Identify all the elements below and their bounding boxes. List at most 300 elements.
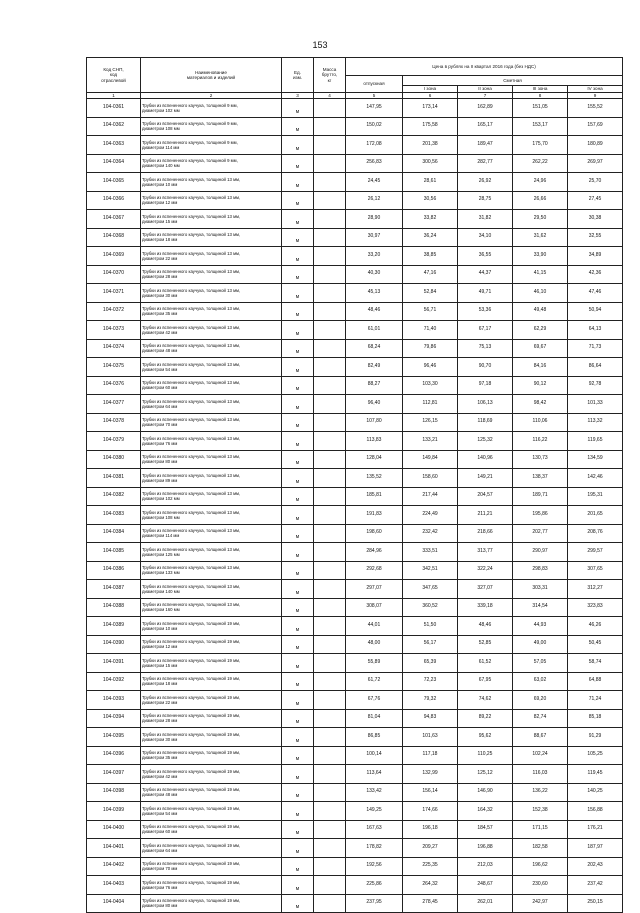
release-price: 292,68: [346, 561, 403, 580]
zone-1-price: 51,50: [403, 617, 458, 636]
zone-1-price: 56,71: [403, 302, 458, 321]
zone-2-price: 125,32: [458, 432, 513, 451]
zone-1-price: 232,42: [403, 524, 458, 543]
header-code: Код СНП, код отраслевой: [87, 58, 141, 93]
item-unit: м: [282, 302, 314, 321]
zone-4-price: 85,18: [568, 709, 623, 728]
item-mass: [314, 376, 346, 395]
item-name: Трубки из вспененного каучука, толщиной 13 мм, диаметром 18 мм: [141, 228, 282, 247]
item-code: 104-0373: [87, 321, 141, 340]
zone-2-price: 282,77: [458, 154, 513, 173]
zone-2-price: 53,36: [458, 302, 513, 321]
zone-1-price: 103,30: [403, 376, 458, 395]
zone-3-price: 62,29: [513, 321, 568, 340]
item-mass: [314, 839, 346, 858]
release-price: 40,30: [346, 265, 403, 284]
item-code: 104-0385: [87, 543, 141, 562]
release-price: 133,42: [346, 783, 403, 802]
zone-3-price: 153,17: [513, 117, 568, 136]
item-name: Трубки из вспененного каучука, толщиной 13 мм, диаметром 54 мм: [141, 358, 282, 377]
zone-2-price: 74,62: [458, 691, 513, 710]
zone-4-price: 312,27: [568, 580, 623, 599]
release-price: 178,82: [346, 839, 403, 858]
zone-2-price: 140,96: [458, 450, 513, 469]
release-price: 185,81: [346, 487, 403, 506]
table-row: [87, 691, 623, 710]
table-row: [87, 746, 623, 765]
item-name: Трубки из вспененного каучука, толщиной 9 мм, диаметром 108 мм: [141, 117, 282, 136]
item-unit: м: [282, 247, 314, 266]
item-mass: [314, 635, 346, 654]
zone-4-price: 46,26: [568, 617, 623, 636]
item-unit: м: [282, 820, 314, 839]
item-code: 104-0395: [87, 728, 141, 747]
zone-1-price: 52,84: [403, 284, 458, 303]
zone-1-price: 264,32: [403, 876, 458, 895]
header-zone-3: III зона: [513, 86, 568, 93]
header-price-group: Цена в рублях на II квартал 2016 года (без НДС): [346, 58, 623, 76]
zone-4-price: 156,88: [568, 802, 623, 821]
item-name: Трубки из вспененного каучука, толщиной 19 мм, диаметром 22 мм: [141, 691, 282, 710]
table-row: [87, 247, 623, 266]
item-name: Трубки из вспененного каучука, толщиной 13 мм, диаметром 89 мм: [141, 469, 282, 488]
table-row: [87, 487, 623, 506]
item-mass: [314, 598, 346, 617]
item-code: 104-0400: [87, 820, 141, 839]
table-row: [87, 284, 623, 303]
zone-1-price: 112,81: [403, 395, 458, 414]
zone-2-price: 44,37: [458, 265, 513, 284]
item-unit: м: [282, 469, 314, 488]
item-name: Трубки из вспененного каучука, толщиной 13 мм, диаметром 12 мм: [141, 191, 282, 210]
table-body: [87, 99, 623, 913]
zone-2-price: 162,89: [458, 99, 513, 118]
table-row: [87, 617, 623, 636]
column-number: 3: [282, 93, 314, 99]
zone-4-price: 101,33: [568, 395, 623, 414]
item-unit: м: [282, 376, 314, 395]
item-unit: м: [282, 765, 314, 784]
page-number: 153: [312, 40, 328, 50]
column-number: 5: [346, 93, 403, 99]
zone-2-price: 36,55: [458, 247, 513, 266]
zone-4-price: 201,65: [568, 506, 623, 525]
zone-4-price: 91,29: [568, 728, 623, 747]
item-mass: [314, 395, 346, 414]
zone-3-price: 182,58: [513, 839, 568, 858]
zone-4-price: 140,25: [568, 783, 623, 802]
item-mass: [314, 432, 346, 451]
release-price: 237,95: [346, 894, 403, 913]
table-row: [87, 635, 623, 654]
zone-4-price: 119,45: [568, 765, 623, 784]
release-price: 198,60: [346, 524, 403, 543]
item-code: 104-0403: [87, 876, 141, 895]
release-price: 107,80: [346, 413, 403, 432]
zone-3-price: 29,50: [513, 210, 568, 229]
zone-4-price: 113,32: [568, 413, 623, 432]
zone-3-price: 82,74: [513, 709, 568, 728]
zone-3-price: 63,02: [513, 672, 568, 691]
item-code: 104-0380: [87, 450, 141, 469]
item-mass: [314, 173, 346, 192]
zone-1-price: 28,61: [403, 173, 458, 192]
item-name: Трубки из вспененного каучука, толщиной 13 мм, диаметром 80 мм: [141, 450, 282, 469]
release-price: 61,01: [346, 321, 403, 340]
item-name: Трубки из вспененного каучука, толщиной 13 мм, диаметром 64 мм: [141, 395, 282, 414]
table-row: [87, 99, 623, 118]
zone-3-price: 46,10: [513, 284, 568, 303]
release-price: 192,56: [346, 857, 403, 876]
zone-4-price: 142,46: [568, 469, 623, 488]
header-zone-4: IV зона: [568, 86, 623, 93]
item-code: 104-0362: [87, 117, 141, 136]
item-unit: м: [282, 413, 314, 432]
zone-3-price: 189,71: [513, 487, 568, 506]
item-mass: [314, 876, 346, 895]
release-price: 308,07: [346, 598, 403, 617]
item-unit: м: [282, 617, 314, 636]
zone-1-price: 79,32: [403, 691, 458, 710]
zone-4-price: 269,97: [568, 154, 623, 173]
zone-1-price: 225,35: [403, 857, 458, 876]
zone-1-price: 342,51: [403, 561, 458, 580]
item-code: 104-0378: [87, 413, 141, 432]
release-price: 284,96: [346, 543, 403, 562]
release-price: 225,86: [346, 876, 403, 895]
table-row: [87, 783, 623, 802]
item-unit: м: [282, 857, 314, 876]
zone-1-price: 156,14: [403, 783, 458, 802]
release-price: 149,25: [346, 802, 403, 821]
zone-3-price: 242,97: [513, 894, 568, 913]
zone-1-price: 33,82: [403, 210, 458, 229]
item-unit: м: [282, 506, 314, 525]
item-code: 104-0365: [87, 173, 141, 192]
zone-3-price: 102,24: [513, 746, 568, 765]
header-zone-2: II зона: [458, 86, 513, 93]
item-name: Трубки из вспененного каучука, толщиной 19 мм, диаметром 35 мм: [141, 746, 282, 765]
header-zone-1: I зона: [403, 86, 458, 93]
item-unit: м: [282, 876, 314, 895]
zone-4-price: 42,36: [568, 265, 623, 284]
zone-4-price: 27,45: [568, 191, 623, 210]
item-unit: м: [282, 191, 314, 210]
item-code: 104-0404: [87, 894, 141, 913]
price-table: [86, 57, 623, 913]
item-name: Трубки из вспененного каучука, толщиной 13 мм, диаметром 22 мм: [141, 247, 282, 266]
zone-2-price: 26,92: [458, 173, 513, 192]
table-row: [87, 598, 623, 617]
item-name: Трубки из вспененного каучука, толщиной 13 мм, диаметром 76 мм: [141, 432, 282, 451]
zone-2-price: 49,71: [458, 284, 513, 303]
zone-4-price: 25,70: [568, 173, 623, 192]
item-mass: [314, 413, 346, 432]
item-unit: м: [282, 802, 314, 821]
table-row: [87, 857, 623, 876]
zone-3-price: 138,37: [513, 469, 568, 488]
item-code: 104-0393: [87, 691, 141, 710]
zone-3-price: 88,67: [513, 728, 568, 747]
item-mass: [314, 154, 346, 173]
release-price: 135,52: [346, 469, 403, 488]
table-row: [87, 154, 623, 173]
zone-1-price: 71,40: [403, 321, 458, 340]
item-mass: [314, 506, 346, 525]
column-number: 7: [458, 93, 513, 99]
table-row: [87, 524, 623, 543]
table-row: [87, 265, 623, 284]
zone-3-price: 116,03: [513, 765, 568, 784]
table-row: [87, 413, 623, 432]
zone-2-price: 28,75: [458, 191, 513, 210]
zone-4-price: 119,65: [568, 432, 623, 451]
release-price: 55,89: [346, 654, 403, 673]
item-unit: м: [282, 265, 314, 284]
item-mass: [314, 321, 346, 340]
column-number: 2: [141, 93, 282, 99]
item-name: Трубки из вспененного каучука, толщиной 13 мм, диаметром 35 мм: [141, 302, 282, 321]
table-row: [87, 654, 623, 673]
release-price: 61,72: [346, 672, 403, 691]
item-code: 104-0361: [87, 99, 141, 118]
zone-4-price: 157,69: [568, 117, 623, 136]
item-mass: [314, 691, 346, 710]
zone-4-price: 250,15: [568, 894, 623, 913]
release-price: 191,83: [346, 506, 403, 525]
zone-3-price: 84,16: [513, 358, 568, 377]
item-code: 104-0402: [87, 857, 141, 876]
item-name: Трубки из вспененного каучука, толщиной 9 мм, диаметром 114 мм: [141, 136, 282, 155]
item-code: 104-0399: [87, 802, 141, 821]
table-row: [87, 376, 623, 395]
item-name: Трубки из вспененного каучука, толщиной 19 мм, диаметром 48 мм: [141, 783, 282, 802]
item-mass: [314, 709, 346, 728]
item-unit: м: [282, 173, 314, 192]
release-price: 172,08: [346, 136, 403, 155]
zone-1-price: 94,83: [403, 709, 458, 728]
item-unit: м: [282, 432, 314, 451]
zone-1-price: 149,84: [403, 450, 458, 469]
item-unit: м: [282, 524, 314, 543]
item-mass: [314, 117, 346, 136]
item-mass: [314, 580, 346, 599]
item-name: Трубки из вспененного каучука, толщиной 13 мм, диаметром 102 мм: [141, 487, 282, 506]
item-mass: [314, 247, 346, 266]
zone-2-price: 146,90: [458, 783, 513, 802]
item-code: 104-0372: [87, 302, 141, 321]
zone-1-price: 79,86: [403, 339, 458, 358]
zone-3-price: 314,54: [513, 598, 568, 617]
item-mass: [314, 561, 346, 580]
zone-3-price: 49,00: [513, 635, 568, 654]
zone-4-price: 187,97: [568, 839, 623, 858]
item-name: Трубки из вспененного каучука, толщиной 19 мм, диаметром 64 мм: [141, 839, 282, 858]
table-row: [87, 395, 623, 414]
item-code: 104-0379: [87, 432, 141, 451]
item-code: 104-0376: [87, 376, 141, 395]
zone-3-price: 31,62: [513, 228, 568, 247]
zone-1-price: 360,52: [403, 598, 458, 617]
zone-2-price: 184,57: [458, 820, 513, 839]
item-unit: м: [282, 210, 314, 229]
zone-2-price: 322,24: [458, 561, 513, 580]
table-row: [87, 210, 623, 229]
item-name: Трубки из вспененного каучука, толщиной 13 мм, диаметром 48 мм: [141, 339, 282, 358]
zone-1-price: 96,46: [403, 358, 458, 377]
release-price: 100,14: [346, 746, 403, 765]
item-code: 104-0366: [87, 191, 141, 210]
item-mass: [314, 469, 346, 488]
item-unit: м: [282, 839, 314, 858]
item-name: Трубки из вспененного каучука, толщиной 13 мм, диаметром 15 мм: [141, 210, 282, 229]
table-row: [87, 450, 623, 469]
zone-1-price: 133,21: [403, 432, 458, 451]
item-mass: [314, 487, 346, 506]
item-code: 104-0401: [87, 839, 141, 858]
zone-1-price: 278,45: [403, 894, 458, 913]
item-unit: м: [282, 561, 314, 580]
zone-3-price: 136,22: [513, 783, 568, 802]
release-price: 67,76: [346, 691, 403, 710]
zone-2-price: 90,70: [458, 358, 513, 377]
item-mass: [314, 136, 346, 155]
release-price: 44,01: [346, 617, 403, 636]
zone-2-price: 89,22: [458, 709, 513, 728]
table-row: [87, 321, 623, 340]
release-price: 45,13: [346, 284, 403, 303]
item-mass: [314, 191, 346, 210]
zone-4-price: 71,24: [568, 691, 623, 710]
item-mass: [314, 358, 346, 377]
column-number: 4: [314, 93, 346, 99]
item-unit: м: [282, 543, 314, 562]
table-row: [87, 876, 623, 895]
item-unit: м: [282, 99, 314, 118]
item-code: 104-0375: [87, 358, 141, 377]
item-name: Трубки из вспененного каучука, толщиной 13 мм, диаметром 114 мм: [141, 524, 282, 543]
release-price: 256,83: [346, 154, 403, 173]
zone-2-price: 95,62: [458, 728, 513, 747]
zone-2-price: 262,01: [458, 894, 513, 913]
item-name: Трубки из вспененного каучука, толщиной 13 мм, диаметром 160 мм: [141, 598, 282, 617]
table-row: [87, 506, 623, 525]
item-name: Трубки из вспененного каучука, толщиной 13 мм, диаметром 10 мм: [141, 173, 282, 192]
zone-1-price: 101,63: [403, 728, 458, 747]
item-name: Трубки из вспененного каучука, толщиной 13 мм, диаметром 60 мм: [141, 376, 282, 395]
table-row: [87, 228, 623, 247]
item-mass: [314, 450, 346, 469]
header-estimate-price: Сметная: [403, 76, 623, 86]
release-price: 128,04: [346, 450, 403, 469]
zone-2-price: 211,21: [458, 506, 513, 525]
table-row: [87, 358, 623, 377]
item-code: 104-0383: [87, 506, 141, 525]
table-row: [87, 709, 623, 728]
item-name: Трубки из вспененного каучука, толщиной 19 мм, диаметром 30 мм: [141, 728, 282, 747]
zone-2-price: 67,95: [458, 672, 513, 691]
zone-1-price: 132,99: [403, 765, 458, 784]
table-row: [87, 191, 623, 210]
item-name: Трубки из вспененного каучука, толщиной 13 мм, диаметром 133 мм: [141, 561, 282, 580]
zone-4-price: 58,74: [568, 654, 623, 673]
zone-2-price: 164,32: [458, 802, 513, 821]
release-price: 150,02: [346, 117, 403, 136]
table-row: [87, 339, 623, 358]
table-row: [87, 728, 623, 747]
table-row: [87, 561, 623, 580]
item-name: Трубки из вспененного каучука, толщиной 19 мм, диаметром 28 мм: [141, 709, 282, 728]
table-row: [87, 802, 623, 821]
zone-1-price: 158,60: [403, 469, 458, 488]
release-price: 26,12: [346, 191, 403, 210]
item-name: Трубки из вспененного каучука, толщиной 19 мм, диаметром 60 мм: [141, 820, 282, 839]
zone-2-price: 106,13: [458, 395, 513, 414]
zone-3-price: 202,77: [513, 524, 568, 543]
zone-2-price: 218,66: [458, 524, 513, 543]
item-name: Трубки из вспененного каучука, толщиной 19 мм, диаметром 15 мм: [141, 654, 282, 673]
table-row: [87, 820, 623, 839]
item-mass: [314, 783, 346, 802]
item-mass: [314, 339, 346, 358]
item-code: 104-0396: [87, 746, 141, 765]
zone-2-price: 97,18: [458, 376, 513, 395]
item-unit: м: [282, 117, 314, 136]
item-code: 104-0394: [87, 709, 141, 728]
zone-3-price: 69,67: [513, 339, 568, 358]
table-row: [87, 136, 623, 155]
zone-3-price: 57,05: [513, 654, 568, 673]
zone-1-price: 174,66: [403, 802, 458, 821]
zone-3-price: 175,70: [513, 136, 568, 155]
item-mass: [314, 265, 346, 284]
table-row: [87, 765, 623, 784]
zone-1-price: 201,38: [403, 136, 458, 155]
item-unit: м: [282, 654, 314, 673]
item-mass: [314, 765, 346, 784]
item-code: 104-0368: [87, 228, 141, 247]
item-name: Трубки из вспененного каучука, толщиной 19 мм, диаметром 18 мм: [141, 672, 282, 691]
header-unit: Ед. изм.: [282, 58, 314, 93]
item-unit: м: [282, 450, 314, 469]
zone-3-price: 298,83: [513, 561, 568, 580]
zone-4-price: 180,89: [568, 136, 623, 155]
zone-1-price: 65,39: [403, 654, 458, 673]
zone-2-price: 149,21: [458, 469, 513, 488]
item-name: Трубки из вспененного каучука, толщиной 19 мм, диаметром 10 мм: [141, 617, 282, 636]
item-name: Трубки из вспененного каучука, толщиной 13 мм, диаметром 108 мм: [141, 506, 282, 525]
zone-2-price: 48,46: [458, 617, 513, 636]
item-code: 104-0386: [87, 561, 141, 580]
item-unit: м: [282, 154, 314, 173]
item-code: 104-0389: [87, 617, 141, 636]
item-unit: м: [282, 746, 314, 765]
release-price: 297,07: [346, 580, 403, 599]
zone-3-price: 130,73: [513, 450, 568, 469]
zone-3-price: 41,15: [513, 265, 568, 284]
zone-2-price: 327,07: [458, 580, 513, 599]
item-unit: м: [282, 284, 314, 303]
zone-3-price: 230,60: [513, 876, 568, 895]
zone-2-price: 61,52: [458, 654, 513, 673]
item-unit: м: [282, 691, 314, 710]
release-price: 48,00: [346, 635, 403, 654]
zone-2-price: 118,69: [458, 413, 513, 432]
release-price: 167,63: [346, 820, 403, 839]
item-unit: м: [282, 894, 314, 913]
zone-2-price: 165,17: [458, 117, 513, 136]
zone-4-price: 202,43: [568, 857, 623, 876]
